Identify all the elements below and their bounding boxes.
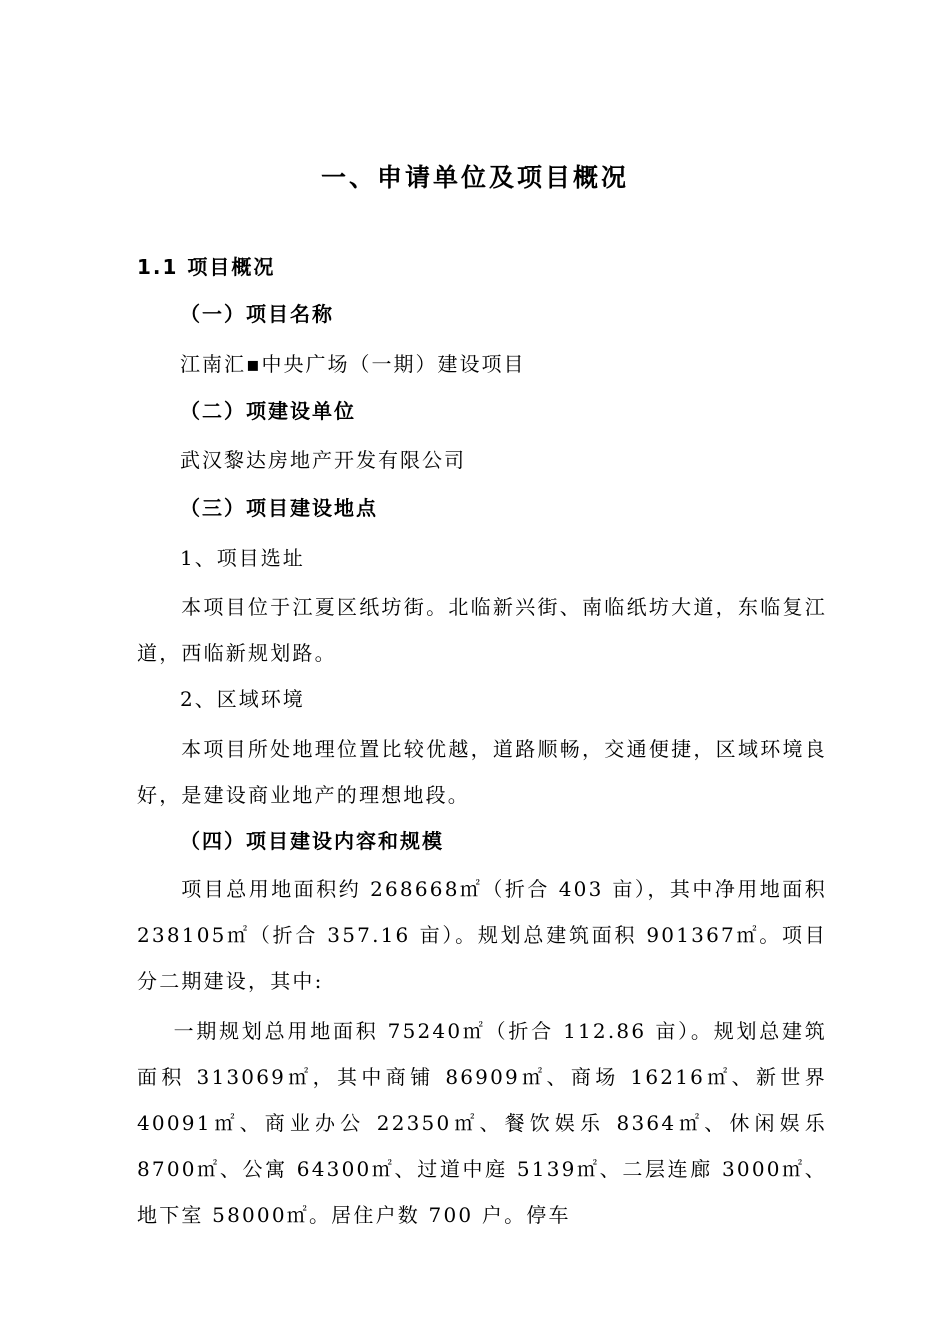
location-item-1-paragraph xyxy=(137,584,827,676)
project-name-text: 江南汇▪中央广场（一期）建设项目 xyxy=(180,352,526,376)
scale-paragraph-2 xyxy=(137,1008,827,1238)
location-item-2-paragraph xyxy=(137,726,827,818)
scale-paragraph-1-text: 项目总用地面积约 268668㎡（折合 403 亩），其中净用地面积 238105㎡（折合 357.16 亩）。规划总建筑面积 901367㎡。项目分二期建设，其中: xyxy=(137,877,827,993)
location-item-2-label: 2、区域环境 xyxy=(180,687,305,711)
subsection-heading-project-name: （一）项目名称 xyxy=(180,302,334,326)
section-heading: 1.1 项目概况 xyxy=(137,255,276,279)
scale-paragraph-1 xyxy=(137,866,827,1004)
construction-unit-text: 武汉黎达房地产开发有限公司 xyxy=(180,448,466,472)
subsection-heading-location: （三）项目建设地点 xyxy=(180,496,378,520)
subsection-heading-scale: （四）项目建设内容和规模 xyxy=(180,829,444,853)
location-item-2-text: 本项目所处地理位置比较优越，道路顺畅，交通便捷，区域环境良好，是建设商业地产的理想地段。 xyxy=(137,737,827,807)
scale-paragraph-2-text: 一期规划总用地面积 75240㎡（折合 112.86 亩）。规划总建筑面积 313069㎡，其中商铺 86909㎡、商场 16216㎡、新世界 40091㎡、商业办公 22350㎡、餐饮娱乐 8364㎡、休闲娱乐 8700㎡、公寓 64300㎡、过道中庭 5139㎡、二层连廊 3000㎡、地下室 58000㎡。居住户数 700 户。停车 xyxy=(137,1019,827,1227)
subsection-heading-construction-unit: （二）项建设单位 xyxy=(180,399,356,423)
location-item-1-label: 1、项目选址 xyxy=(180,546,305,570)
location-item-1-text: 本项目位于江夏区纸坊街。北临新兴街、南临纸坊大道，东临复江道，西临新规划路。 xyxy=(137,595,827,665)
chapter-title: 一、申请单位及项目概况 xyxy=(320,163,629,192)
